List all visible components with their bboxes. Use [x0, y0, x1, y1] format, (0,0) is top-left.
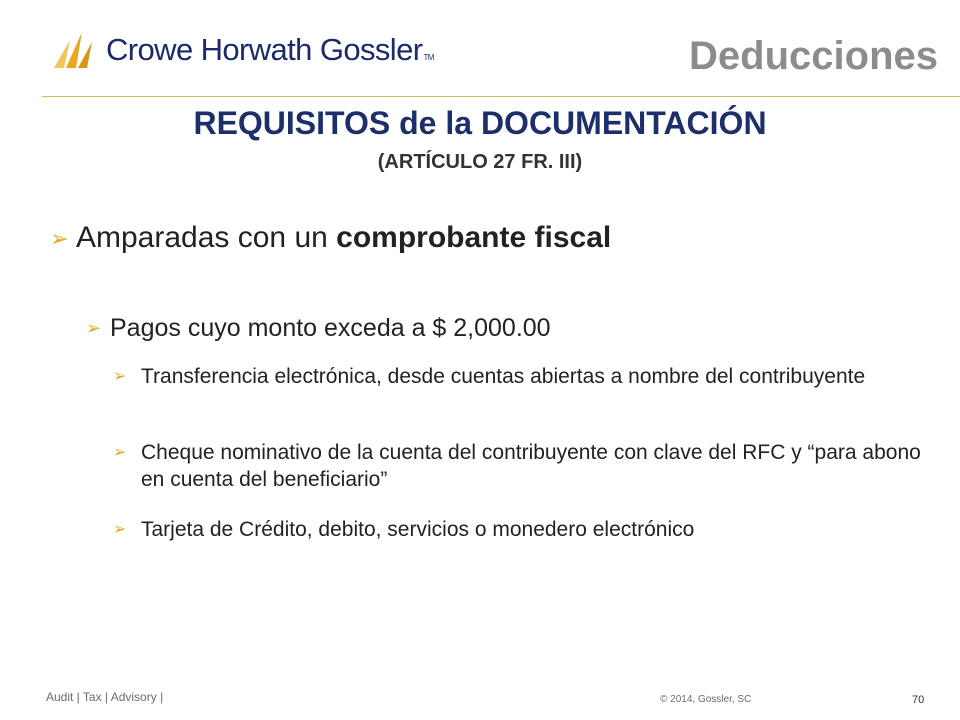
bullet-level3-text: Transferencia electrónica, desde cuentas abiertas a nombre del contribuyente: [141, 365, 866, 388]
bullet-level3-text: Cheque nominativo de la cuenta del contribuyente con clave del RFC y “para abono en cuenta del beneficiario”: [141, 441, 921, 492]
slide-subtitle-reference: (ARTÍCULO 27 FR. III): [377, 151, 583, 173]
footer-services: Audit | Tax | Advisory |: [46, 690, 164, 704]
bullet-arrow-icon: ➢: [50, 226, 69, 251]
bullet-level1-text: [76, 221, 611, 255]
bullet-level3-item: [113, 363, 933, 390]
bullet-arrow-icon: ➢: [113, 444, 127, 461]
crowe-logo-mark-icon: [52, 30, 96, 70]
slide-subtitle: REQUISITOS de la DOCUMENTACIÓN: [193, 105, 767, 141]
logo-text: [106, 32, 434, 68]
slide-title: Deducciones: [689, 34, 938, 78]
company-logo: [52, 26, 434, 74]
bullet-level1-emphasis: comprobante fiscal: [336, 221, 612, 254]
logo-name: Crowe Horwath Gossler: [106, 32, 423, 67]
bullet-arrow-icon: ➢: [86, 318, 102, 338]
bullet-level3-item: [113, 439, 933, 494]
bullet-level3-text: Tarjeta de Crédito, debito, servicios o monedero electrónico: [141, 518, 695, 541]
bullet-level1: [50, 221, 611, 255]
bullet-level2: [86, 314, 551, 343]
footer-copyright: © 2014, Gossler, SC: [660, 694, 752, 705]
bullet-arrow-icon: ➢: [113, 368, 127, 385]
bullet-level3-item: [113, 516, 933, 543]
logo-trademark: TM: [423, 53, 434, 62]
bullet-arrow-icon: ➢: [113, 521, 127, 538]
bullet-level1-prefix: Amparadas con un: [76, 221, 337, 254]
page-number: 70: [912, 694, 925, 706]
header-divider: [42, 96, 960, 97]
bullet-level2-text: Pagos cuyo monto exceda a $ 2,000.00: [110, 314, 551, 342]
